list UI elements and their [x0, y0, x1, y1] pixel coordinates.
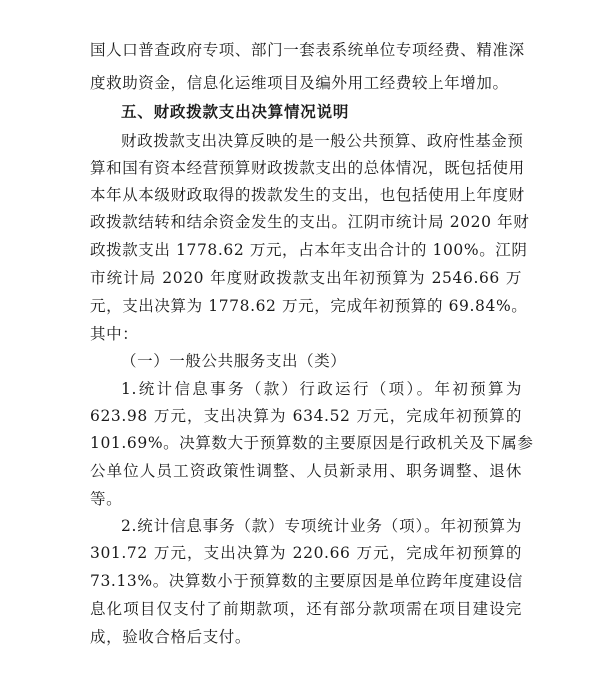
paragraph-line: 73.13%。决算数小于预算数的主要原因是单位跨年度建设信 — [90, 572, 524, 590]
paragraph-line: 成，验收合格后支付。 — [90, 628, 252, 646]
paragraph-line: 等。 — [90, 490, 123, 508]
section-heading: 五、财政拨款支出决算情况说明 — [121, 103, 350, 121]
paragraph-line: 本年从本级财政取得的拨款发生的支出，也包括使用上年度财 — [90, 186, 525, 204]
paragraph-line: 度救助资金，信息化运维项目及编外用工经费较上年增加。 — [90, 74, 509, 92]
paragraph-line: 政拨款结转和结余资金发生的支出。江阴市统计局 2020 年财 — [90, 213, 530, 231]
paragraph-line: 1.统计信息事务（款）行政运行（项）。年初预算为 — [121, 380, 522, 398]
paragraph-line: 101.69%。决算数大于预算数的主要原因是行政机关及下属参 — [90, 434, 534, 452]
paragraph-line: 国人口普查政府专项、部门一套表系统单位专项经费、精准深 — [90, 41, 525, 59]
subsection-heading: （一）一般公共服务支出（类） — [121, 352, 347, 370]
paragraph-line: 623.98 万元，支出决算为 634.52 万元，完成年初预算的 — [90, 407, 522, 425]
paragraph-line: 市统计局 2020 年度财政拨款支出年初预算为 2546.66 万 — [90, 269, 522, 287]
paragraph-line: 息化项目仅支付了前期款项，还有部分款项需在项目建设完 — [90, 600, 522, 618]
paragraph-line: 元，支出决算为 1778.62 万元，完成年初预算的 69.84%。 — [90, 297, 528, 315]
paragraph-line: 算和国有资本经营预算财政拨款支出的总体情况，既包括使用 — [90, 159, 525, 177]
paragraph-line: 公单位人员工资政策性调整、人员新录用、职务调整、退休 — [90, 462, 522, 480]
paragraph-line: 2.统计信息事务（款）专项统计业务（项）。年初预算为 — [121, 517, 522, 535]
paragraph-line: 301.72 万元，支出决算为 220.66 万元，完成年初预算的 — [90, 544, 522, 562]
paragraph-line: 其中： — [90, 325, 139, 343]
paragraph-line: 财政拨款支出决算反映的是一般公共预算、政府性基金预 — [121, 132, 524, 150]
paragraph-line: 政拨款支出 1778.62 万元，占本年支出合计的 100%。江阴 — [90, 241, 528, 259]
